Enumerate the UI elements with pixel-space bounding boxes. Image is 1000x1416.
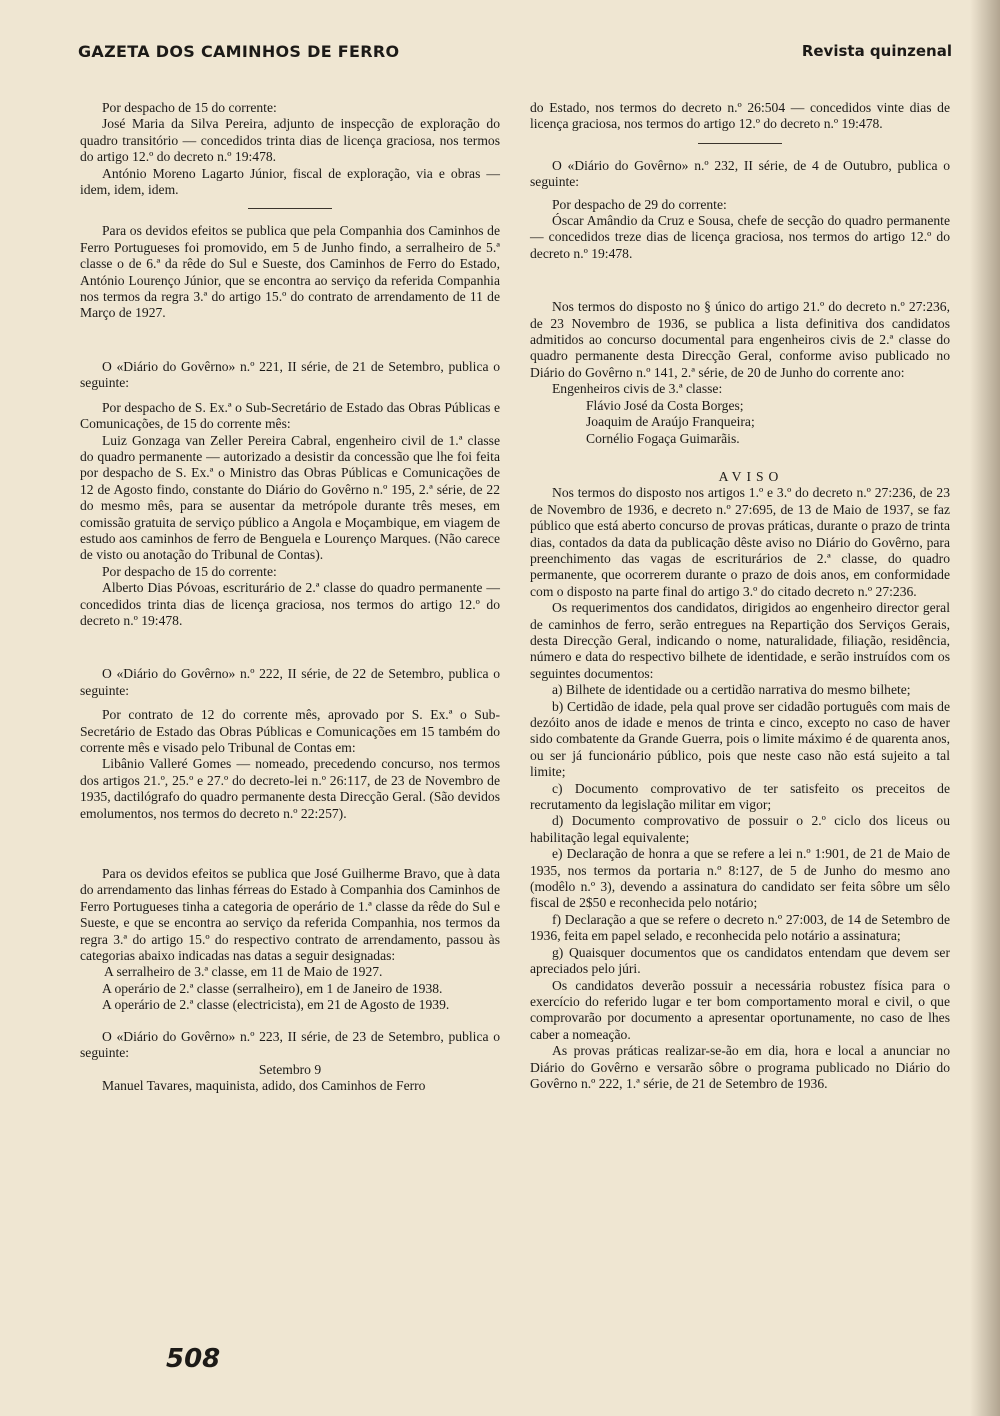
- paragraph: Libânio Valleré Gomes — nomeado, precedendo concurso, nos termos dos artigos 21.º, 25.º e 27.º do decreto-lei n.º 26:117, de 23 de Novembro de 1935, dactilógrafo do quadro permanente desta Direcção Geral. (São devidos emolumentos, nos termos do decreto n.º 22:257).: [80, 756, 500, 821]
- paragraph: O «Diário do Govêrno» n.º 223, II série, de 23 de Setembro, publica o seguinte:: [80, 1028, 500, 1061]
- paragraph: Engenheiros civis de 3.ª classe:: [552, 381, 723, 397]
- paragraph: Os candidatos deverão possuir a necessária robustez física para o exercício do referido lugar e ter bom comportamento moral e civil, o que comprovarão por documento a apresentar oportunamente, no caso de lhes caber a nomeação.: [530, 977, 950, 1042]
- paragraph: Nos termos do disposto nos artigos 1.º e 3.º do decreto n.º 27:236, de 23 de Novembro de 1936, e decreto n.º 27:695, de 13 de Maio de 1937, se faz público que está aberto concurso de provas práticas, durante o prazo de trinta dias, contados da data da publicação dêste aviso no Diário do Govêrno, para preenchimento das vagas de escriturários de 2.ª classe, do quadro permanente, que ocorrerem durante o prazo de dois anos, em conformidade com o disposto na parte final do artigo 3.º do citado decreto n.º 27:236.: [530, 485, 950, 599]
- list-item: f) Declaração a que se refere o decreto n.º 27:003, de 14 de Setembro de 1936, feita em papel selado, e reconhecida pelo notário a assinatura;: [530, 911, 950, 944]
- list-item: g) Quaisquer documentos que os candidatos entendam que devem ser apreciados pelo júri.: [530, 944, 950, 977]
- page-number: 508: [166, 1344, 221, 1374]
- paragraph: Por despacho de S. Ex.ª o Sub-Secretário de Estado das Obras Públicas e Comunicações, de 15 do corrente mês:: [80, 399, 500, 432]
- paragraph: Por despacho de 29 do corrente:: [552, 196, 727, 212]
- paragraph: Para os devidos efeitos se publica que pela Companhia dos Caminhos de Ferro Portugueses foi promovido, em 5 de Junho findo, a serralheiro de 5.ª classe o de 6.ª da rêde do Sul e Sueste, dos Caminhos de Ferro do Estado, António Lourenço Júnior, que se encontra ao serviço da referida Companhia nos termos da regra 3.ª do artigo 15.º do contrato de arrendamento de 11 de Março de 1927.: [80, 223, 500, 321]
- paragraph: Manuel Tavares, maquinista, adido, dos Caminhos de Ferro: [102, 1077, 426, 1093]
- candidate-name: Flávio José da Costa Borges;: [586, 397, 744, 413]
- paragraph: As provas práticas realizar-se-ão em dia, hora e local a anunciar no Diário do Govêrno e versarão sôbre o programa publicado no Diário do Govêrno n.º 222, 1.ª série, de 21 de Setembro de 1936.: [530, 1043, 950, 1091]
- paragraph: Para os devidos efeitos se publica que José Guilherme Bravo, que à data do arrendamento das linhas férreas do Estado à Companhia dos Caminhos de Ferro Portugueses tinha a categoria de operário de 1.ª classe da rêde do Sul e Sueste, e que se encontra ao serviço da referida Companhia, nos termos da regra 3.ª do artigo 15.º do respectivo contrato de arrendamento, passou às categorias abaixo indicadas nas datas a seguir designadas:: [80, 866, 500, 964]
- list-item: e) Declaração de honra a que se refere a lei n.º 1:901, de 21 de Maio de 1935, nos termos da portaria n.º 8:127, de 5 de Junho do mesmo ano (modêlo n.º 3), devendo a assinatura do candidato ser feita sôbre um sêlo fiscal de 2$50 e reconhecida pelo notário;: [530, 846, 950, 911]
- paragraph: Óscar Amândio da Cruz e Sousa, chefe de secção do quadro permanente — concedidos treze dias de licença graciosa, nos termos do artigo 12.º do decreto n.º 19:478.: [530, 213, 950, 261]
- paragraph: do Estado, nos termos do decreto n.º 26:504 — concedidos vinte dias de licença graciosa, nos termos do artigo 12.º do decreto n.º 19:478.: [530, 100, 950, 132]
- paragraph: O «Diário do Govêrno» n.º 222, II série, de 22 de Setembro, publica o seguinte:: [80, 666, 500, 698]
- page-edge-shadow: [970, 0, 1000, 1416]
- paragraph: António Moreno Lagarto Júnior, fiscal de exploração, via e obras — idem, idem, idem.: [80, 165, 500, 198]
- paragraph: A operário de 2.ª classe (serralheiro), em 1 de Janeiro de 1938.: [102, 980, 443, 996]
- journal-title: GAZETA DOS CAMINHOS DE FERRO: [78, 42, 400, 61]
- date-line: Setembro 9: [258, 1061, 322, 1077]
- list-item: a) Bilhete de identidade ou a certidão narrativa do mesmo bilhete;: [552, 682, 911, 698]
- candidate-name: Cornélio Fogaça Guimarãis.: [586, 430, 740, 446]
- paragraph: Os requerimentos dos candidatos, dirigidos ao engenheiro director geral de caminhos de ferro, serão entregues na Repartição dos Serviços Gerais, desta Direcção Geral, indicando o nome, naturalidade, filiação, residência, número e data do respectivo bilhete de identidade, e serão instruídos com os seguintes documentos:: [530, 600, 950, 681]
- paragraph: Alberto Dias Póvoas, escriturário de 2.ª classe do quadro permanente — concedidos trinta dias de licença graciosa, nos termos do artigo 12.º do decreto n.º 19:478.: [80, 580, 500, 628]
- paragraph: Luiz Gonzaga van Zeller Pereira Cabral, engenheiro civil de 1.ª classe do quadro permanente — autorizado a desistir da concessão que lhe foi feita por despacho de S. Ex.ª o Ministro das Obras Públicas e Comunicações de 12 de Agosto findo, constante do Diário do Govêrno n.º 195, 2.ª série, de 22 do mesmo mês, para se ausentar da metrópole durante três meses, em comissão gratuita de serviço público a Angola e Moçambique, em viagem de estudo aos caminhos de ferro de Benguela e Lourenço Marques. (Não carece de visto ou anotação do Tribunal de Contas).: [80, 432, 500, 563]
- right-column: [530, 100, 950, 1092]
- page-header: [78, 42, 952, 68]
- paragraph: A serralheiro de 3.ª classe, em 11 de Maio de 1927.: [104, 964, 383, 980]
- section-divider: [698, 143, 782, 144]
- paragraph: Nos termos do disposto no § único do artigo 21.º do decreto n.º 27:236, de 23 Novembro de 1936, se publica a lista definitiva dos candidatos admitidos ao concurso documental para engenheiros civis de 2.ª classe do quadro permanente desta Direcção Geral, conforme aviso publicado no Diário do Govêrno n.º 141, 2.ª série, de 20 de Junho do corrente ano:: [530, 299, 950, 380]
- paragraph: O «Diário do Govêrno» n.º 232, II série, de 4 de Outubro, publica o seguinte:: [530, 157, 950, 190]
- list-item: d) Documento comprovativo de possuir o 2.º ciclo dos liceus ou habilitação legal equivalente;: [530, 813, 950, 845]
- list-item: c) Documento comprovativo de ter satisfeito os preceitos de recrutamento da legislação militar em vigor;: [530, 780, 950, 813]
- candidate-name: Joaquim de Araújo Franqueira;: [586, 414, 755, 430]
- section-divider: [248, 208, 332, 209]
- journal-subtitle: Revista quinzenal: [801, 42, 952, 60]
- paragraph: Por despacho de 15 do corrente:: [102, 563, 277, 579]
- paragraph: Por despacho de 15 do corrente:: [102, 100, 277, 115]
- list-item: b) Certidão de idade, pela qual prove ser cidadão português com mais de dezóito anos de idade e menos de trinta e cinco, excepto no caso de haver sido combatente da Grande Guerra, pois o limite máximo é de quarenta anos, ou ser já funcionário público, pois que neste caso não está sujeito a tal limite;: [530, 698, 950, 780]
- left-column: [80, 100, 500, 1094]
- aviso-heading: AVISO: [718, 468, 784, 484]
- paragraph: Por contrato de 12 do corrente mês, aprovado por S. Ex.ª o Sub-Secretário de Estado das Obras Públicas e Comunicações em 15 também do corrente mês e visado pelo Tribunal de Contas em:: [80, 707, 500, 755]
- paragraph: A operário de 2.ª classe (electricista), em 21 de Agosto de 1939.: [102, 997, 450, 1013]
- paragraph: José Maria da Silva Pereira, adjunto de inspecção de exploração do quadro transitório — concedidos trinta dias de licença graciosa, nos termos do artigo 12.º do decreto n.º 19:478.: [80, 116, 500, 165]
- paragraph: O «Diário do Govêrno» n.º 221, II série, de 21 de Setembro, publica o seguinte:: [80, 358, 500, 391]
